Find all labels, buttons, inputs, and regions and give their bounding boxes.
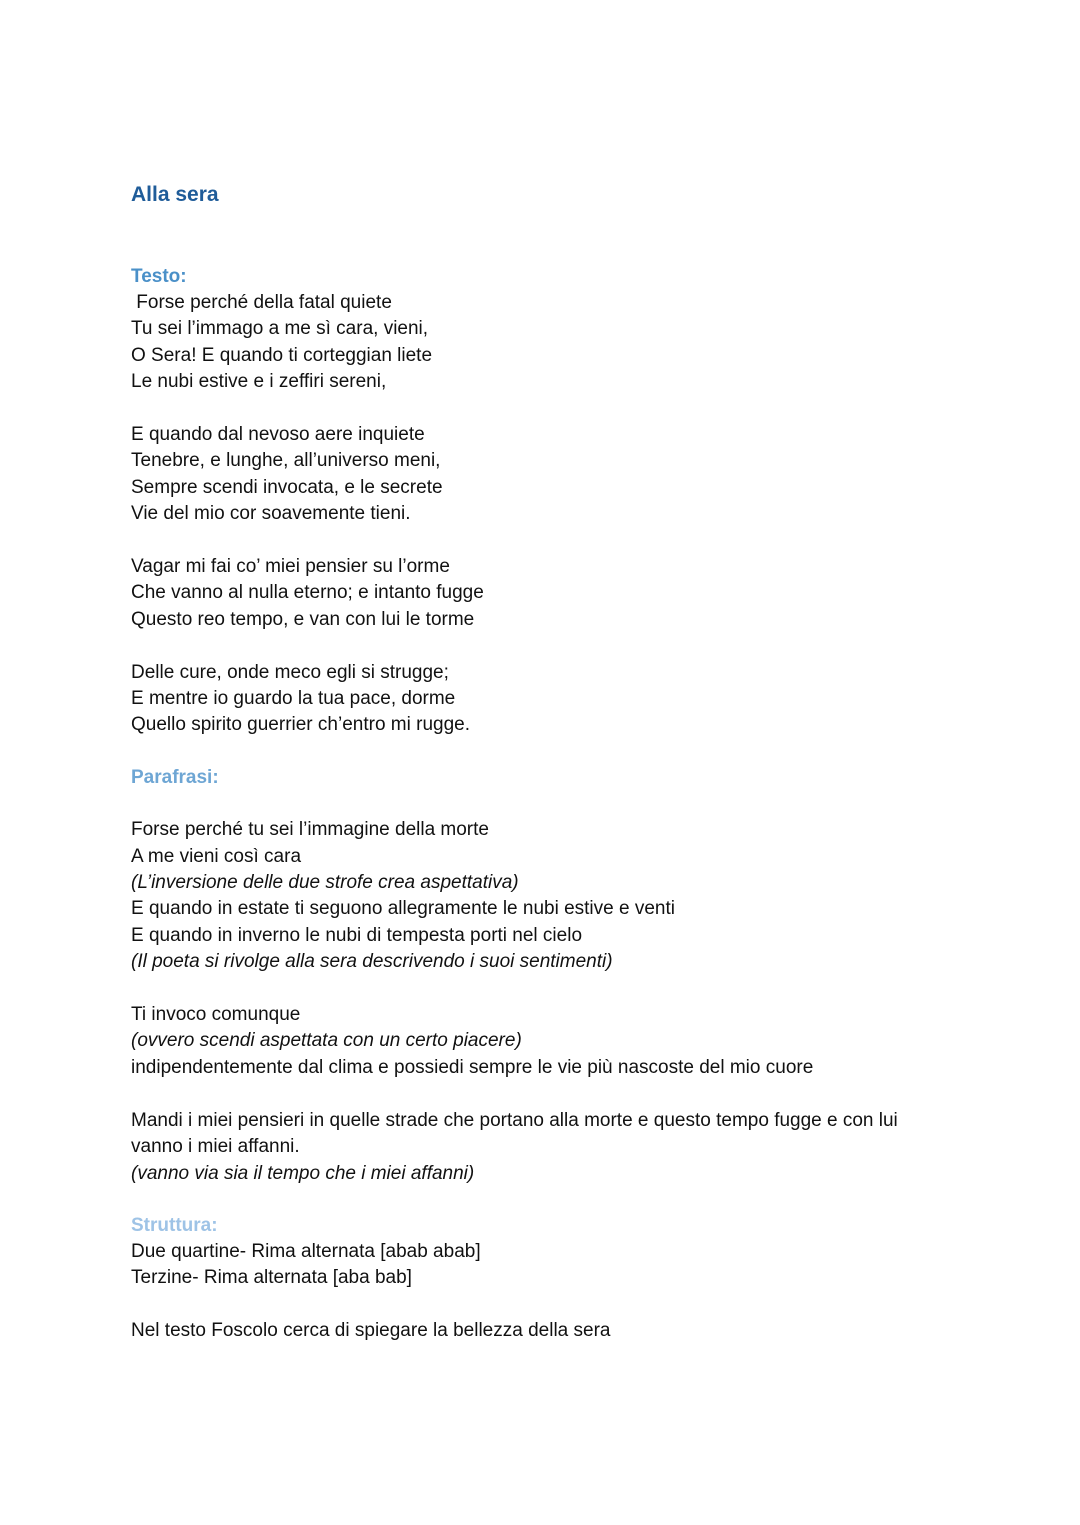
structure-line: Terzine- Rima alternata [aba bab] <box>131 1267 412 1289</box>
poem-line: Tu sei l’immago a me sì cara, vieni, <box>131 318 429 340</box>
poem-line: Quello spirito guerrier ch’entro mi rugge. <box>131 714 470 736</box>
poem-line: Vagar mi fai co’ miei pensier su l’orme <box>131 556 450 578</box>
paraphrase-note: (L’inversione delle due strofe crea aspettativa) <box>131 872 519 894</box>
poem-stanza-2 <box>131 422 961 528</box>
paraphrase-note: (Il poeta si rivolge alla sera descrivendo i suoi sentimenti) <box>131 951 613 973</box>
poem-stanza-4 <box>131 660 961 739</box>
paraphrase-line: A me vieni così cara <box>131 845 302 867</box>
paraphrase-line: vanno i miei affanni. <box>131 1136 300 1158</box>
conclusion-line: Nel testo Foscolo cerca di spiegare la bellezza della sera <box>131 1320 611 1342</box>
heading-parafrasi: Parafrasi: <box>131 766 219 788</box>
document-title: Alla sera <box>131 183 219 206</box>
poem-line: Vie del mio cor soavemente tieni. <box>131 503 411 525</box>
paraphrase-note: (vanno via sia il tempo che i miei affanni) <box>131 1162 475 1184</box>
poem-line: Che vanno al nulla eterno; e intanto fugge <box>131 582 484 604</box>
poem-line: O Sera! E quando ti corteggian liete <box>131 344 433 366</box>
poem-line: Questo reo tempo, e van con lui le torme <box>131 608 475 630</box>
poem-line: Delle cure, onde meco egli si strugge; <box>131 661 449 683</box>
paraphrase-line: Mandi i miei pensieri in quelle strade che portano alla morte e questo tempo fugge e con lui <box>131 1109 898 1131</box>
poem-line: Tenebre, e lunghe, all’universo meni, <box>131 450 441 472</box>
paraphrase-line: indipendentemente dal clima e possiedi sempre le vie più nascoste del mio cuore <box>131 1056 814 1078</box>
poem-line: Sempre scendi invocata, e le secrete <box>131 476 443 498</box>
poem-line: E quando dal nevoso aere inquiete <box>131 424 425 446</box>
paraphrase-line: E quando in estate ti seguono allegramente le nubi estive e venti <box>131 898 675 920</box>
structure-line: Due quartine- Rima alternata [abab abab] <box>131 1240 481 1262</box>
poem-stanza-3 <box>131 554 961 633</box>
document-page <box>131 180 961 1345</box>
paraphrase-line: Forse perché tu sei l’immagine della morte <box>131 819 489 841</box>
poem-line: Forse perché della fatal quiete <box>131 292 392 313</box>
poem-line: E mentre io guardo la tua pace, dorme <box>131 688 456 710</box>
poem-stanza-1 <box>131 290 961 396</box>
heading-struttura: Struttura: <box>131 1214 218 1236</box>
heading-testo: Testo: <box>131 266 187 287</box>
paraphrase-line: E quando in inverno le nubi di tempesta porti nel cielo <box>131 924 583 946</box>
paraphrase-note: (ovvero scendi aspettata con un certo piacere) <box>131 1030 522 1052</box>
paraphrase-line: Ti invoco comunque <box>131 1004 301 1026</box>
poem-line: Le nubi estive e i zeffiri sereni, <box>131 371 387 393</box>
